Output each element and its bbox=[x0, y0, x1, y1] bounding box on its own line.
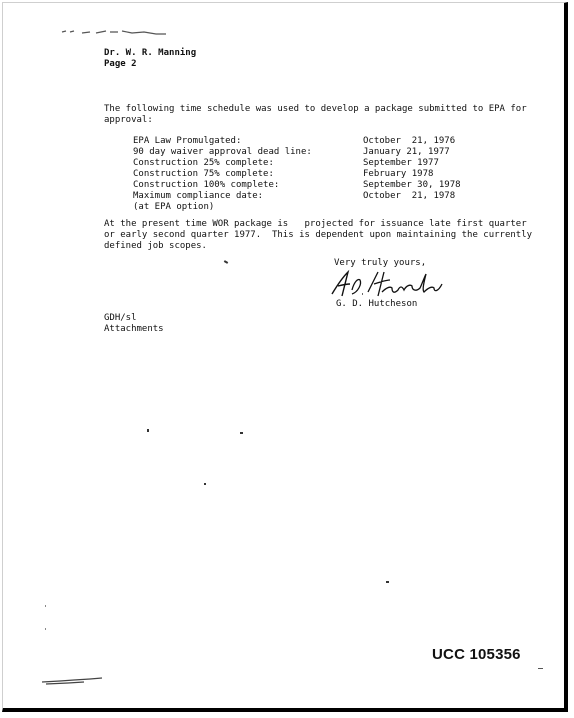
handwritten-signature bbox=[328, 268, 446, 300]
schedule-row bbox=[133, 136, 533, 147]
intro-line-1: The following time schedule was used to develop a package submitted to EPA for bbox=[104, 104, 527, 114]
schedule-row bbox=[133, 169, 533, 180]
recipient-line: Dr. W. R. Manning bbox=[104, 48, 197, 58]
schedule-label: (at EPA option) bbox=[133, 202, 215, 212]
scan-speck bbox=[204, 483, 206, 485]
scan-speck bbox=[45, 628, 46, 630]
typist-initials: GDH/sl bbox=[104, 313, 137, 323]
scan-smudge-bottom bbox=[40, 672, 110, 686]
page-number: Page 2 bbox=[104, 59, 137, 69]
scan-smudge-top bbox=[60, 26, 170, 38]
scan-speck bbox=[147, 429, 149, 432]
body-line-1: At the present time WOR package is projected for issuance late first quarter bbox=[104, 219, 527, 229]
signature-name: G. D. Hutcheson bbox=[336, 299, 418, 309]
schedule-label: EPA Law Promulgated: bbox=[133, 136, 242, 146]
schedule-row bbox=[133, 191, 533, 202]
schedule-date: October 21, 1976 bbox=[363, 136, 456, 146]
body-line-2: or early second quarter 1977. This is dependent upon maintaining the currently bbox=[104, 230, 533, 240]
schedule-row bbox=[133, 158, 533, 169]
attachments-note: Attachments bbox=[104, 324, 164, 334]
schedule-row bbox=[133, 147, 533, 158]
closing-salutation: Very truly yours, bbox=[334, 258, 427, 268]
schedule-date: October 21, 1978 bbox=[363, 191, 456, 201]
body-line-3: defined job scopes. bbox=[104, 241, 207, 251]
intro-line-2: approval: bbox=[104, 115, 153, 125]
scan-speck bbox=[240, 432, 243, 434]
schedule-label: Construction 25% complete: bbox=[133, 158, 274, 168]
schedule-date: September 1977 bbox=[363, 158, 439, 168]
document-id-stamp: UCC 105356 bbox=[432, 646, 521, 663]
schedule-label: Maximum compliance date: bbox=[133, 191, 264, 201]
schedule-row bbox=[133, 202, 533, 213]
scan-speck bbox=[45, 605, 46, 607]
schedule-row bbox=[133, 180, 533, 191]
scan-speck bbox=[386, 581, 389, 583]
scan-speck bbox=[538, 668, 543, 669]
schedule-label: Construction 75% complete: bbox=[133, 169, 274, 179]
schedule-date: February 1978 bbox=[363, 169, 434, 179]
schedule-date: January 21, 1977 bbox=[363, 147, 450, 157]
schedule-date: September 30, 1978 bbox=[363, 180, 461, 190]
schedule-label: 90 day waiver approval dead line: bbox=[133, 147, 312, 157]
schedule-label: Construction 100% complete: bbox=[133, 180, 280, 190]
